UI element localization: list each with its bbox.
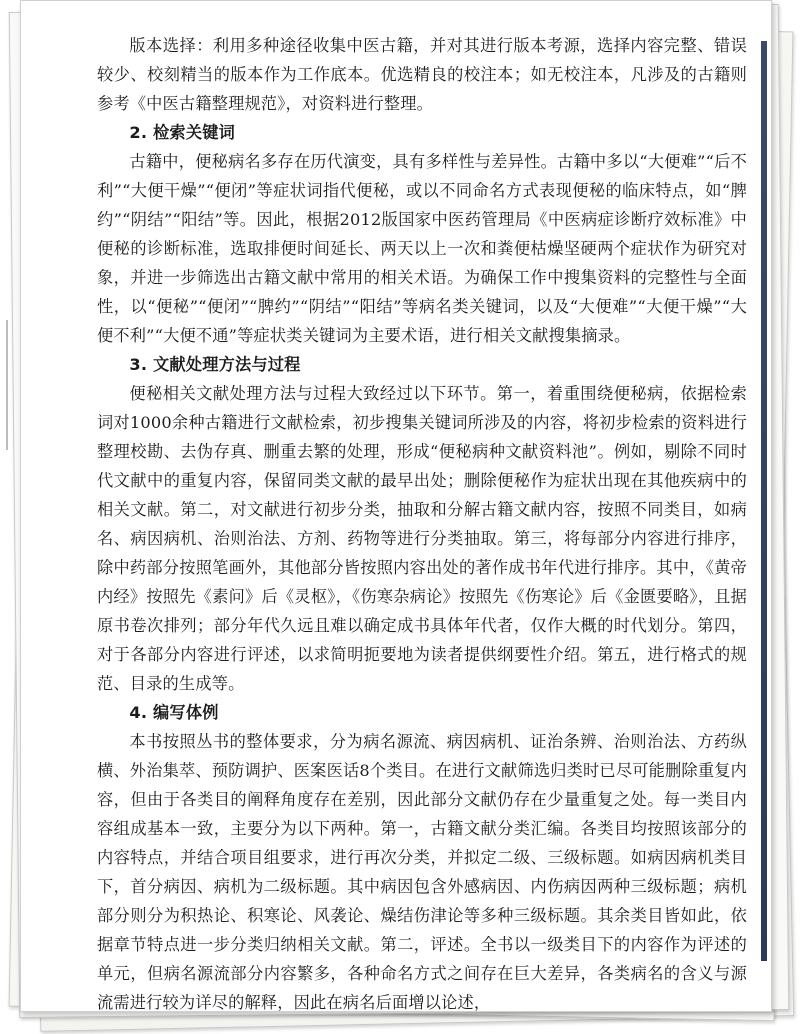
heading-search-keywords: 2. 检索关键词 xyxy=(129,123,235,142)
document-body xyxy=(97,31,747,1012)
paragraph-version-selection: 版本选择：利用多种途径收集中医古籍，并对其进行版本考源，选择内容完整、错误较少、校刻精当的版本作为工作底本。优选精良的校注本；如无校注本，凡涉及的古籍则参考《中医古籍整理规范》，对资料进行整理。 xyxy=(97,36,747,113)
binding-mark xyxy=(6,320,16,450)
document-page xyxy=(20,0,772,1012)
paragraph-processing-method: 便秘相关文献处理方法与过程大致经过以下环节。第一，着重围绕便秘病，依据检索词对1000余种古籍进行文献检索，初步搜集关键词所涉及的内容，将初步检索的资料进行整理校勘、去伪存真、删重去繁的处理，形成“便秘病种文献资料池”。例如，剔除不同时代文献中的重复内容，保留同类文献的最早出处；删除便秘作为症状出现在其他疾病中的相关文献。第二，对文献进行初步分类，抽取和分解古籍文献内容，按照不同类目，如病名、病因病机、治则治法、方剂、药物等进行分类抽取。第三，将每部分内容进行排序，除中药部分按照笔画外，其他部分皆按照内容出处的著作成书年代进行排序。其中，《黄帝内经》按照先《素问》后《灵枢》，《伤寒杂病论》按照先《伤寒论》后《金匮要略》，且据原书卷次排列；部分年代久远且难以确定成书具体年代者，仅作大概的时代划分。第四，对于各部分内容进行评述，以求简明扼要地为读者提供纲要性介绍。第五，进行格式的规范、目录的生成等。 xyxy=(97,384,747,693)
heading-writing-style: 4. 编写体例 xyxy=(129,703,219,722)
paragraph-writing-style: 本书按照丛书的整体要求，分为病名源流、病因病机、证治条辨、治则治法、方药纵横、外治集萃、预防调护、医案医话8个类目。在进行文献筛选归类时已尽可能删除重复内容，但由于各类目的阐释角度存在差别，因此部分文献仍存在少量重复之处。每一类目内容组成基本一致，主要分为以下两种。第一，古籍文献分类汇编。各类目均按照该部分的内容特点，并结合项目组要求，进行再次分类，并拟定二级、三级标题。如病因病机类目下，首分病因、病机为二级标题。其中病因包含外感病因、内伤病因两种三级标题；病机部分则分为积热论、积寒论、风袭论、燥结伤津论等多种三级标题。其余类目皆如此，依据章节特点进一步分类归纳相关文献。第二，评述。全书以一级类目下的内容作为评述的单元，但病名源流部分内容繁多，各种命名方式之间存在巨大差异，各类病名的含义与源流需进行较为详尽的解释，因此在病名后面增以论述， xyxy=(97,732,747,1012)
page-edge-accent xyxy=(761,41,767,961)
heading-processing-method: 3. 文献处理方法与过程 xyxy=(129,355,301,374)
paragraph-search-keywords: 古籍中，便秘病名多存在历代演变，具有多样性与差异性。古籍中多以“大便难”“后不利”“大便干燥”“便闭”等症状词指代便秘，或以不同命名方式表现便秘的临床特点，如“脾约”“阴结”“阳结”等。因此，根据2012版国家中医药管理局《中医病症诊断疗效标准》中便秘的诊断标准，选取排便时间延长、两天以上一次和粪便枯燥坚硬两个症状作为研究对象，并进一步筛选出古籍文献中常用的相关术语。为确保工作中搜集资料的完整性与全面性，以“便秘”“便闭”“脾约”“阴结”“阳结”等病名类关键词，以及“大便难”“大便干燥”“大便不利”“大便不通”等症状类关键词为主要术语，进行相关文献搜集摘录。 xyxy=(97,152,747,345)
